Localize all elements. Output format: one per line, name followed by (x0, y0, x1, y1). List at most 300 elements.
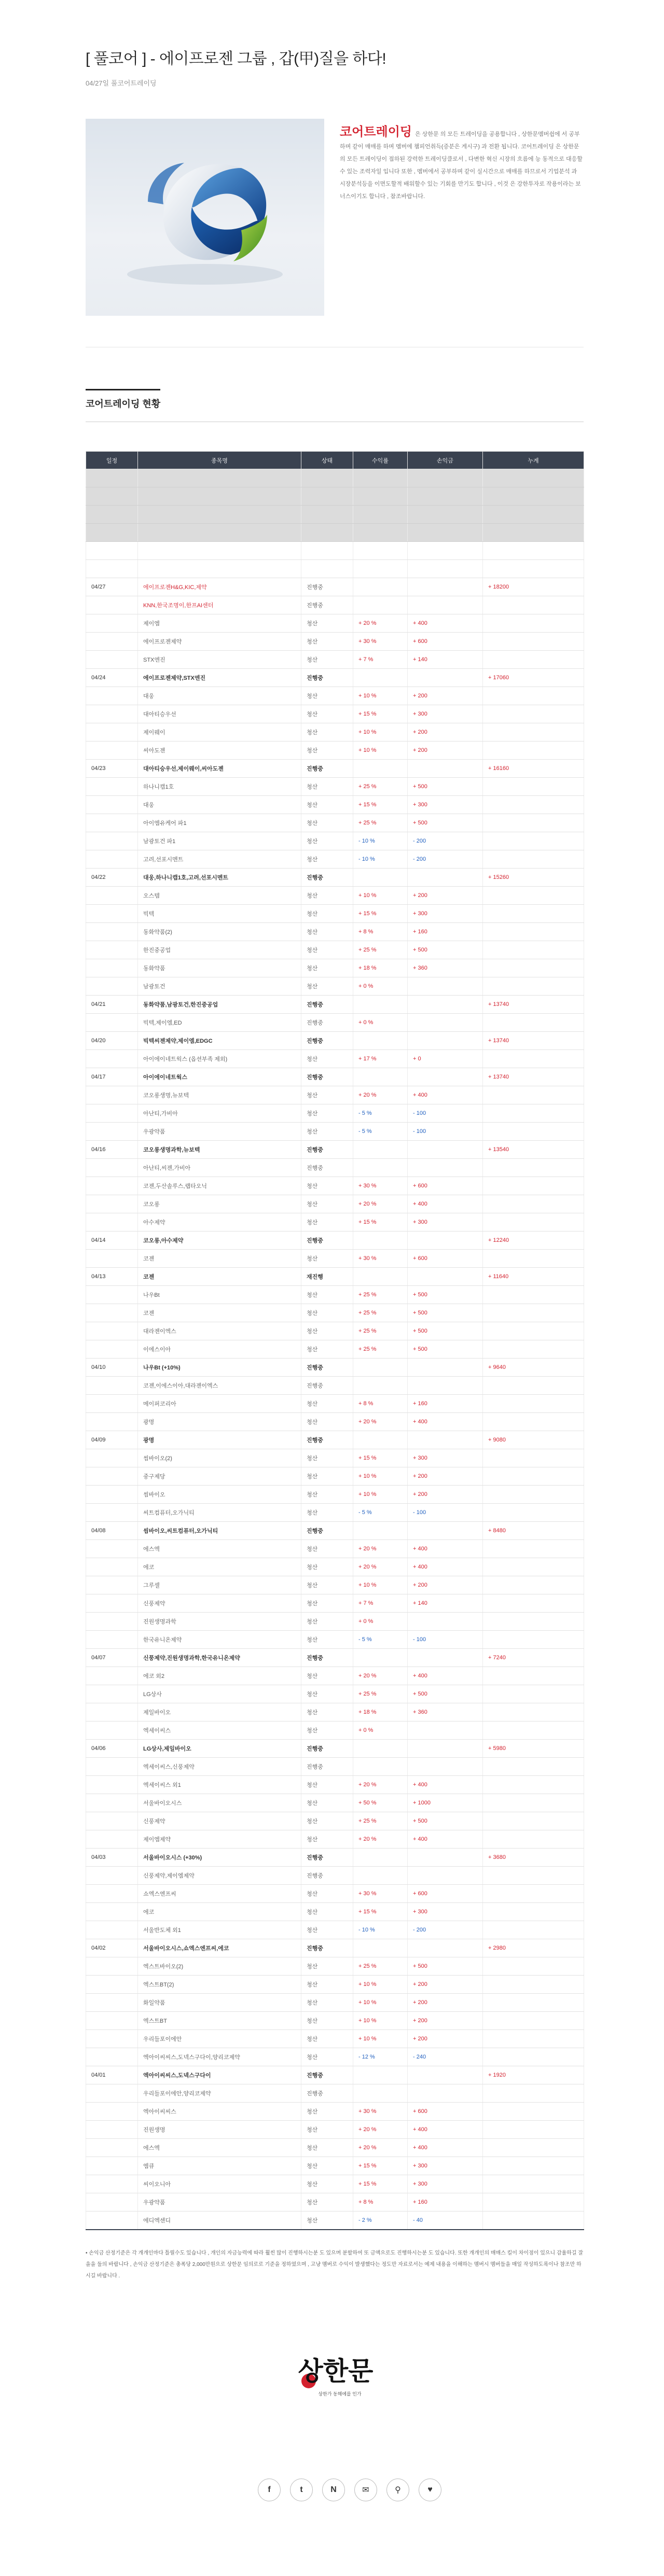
cell-stock: 하나니캡1호 (138, 778, 301, 796)
cell-date (86, 1014, 138, 1032)
cell-total: + 12240 (483, 1231, 584, 1250)
cell-stock: 이에스이아 (138, 1340, 301, 1359)
cell-status: 청산 (301, 1250, 353, 1268)
cell-date: 04/06 (86, 1740, 138, 1758)
cell-pnl (408, 1032, 483, 1050)
table-cell (483, 469, 584, 487)
cell-return: - 10 % (353, 850, 408, 869)
cell-date (86, 2175, 138, 2193)
cell-stock: 대라젠이엑스 (138, 1322, 301, 1340)
cell-return (353, 1431, 408, 1449)
cell-date: 04/09 (86, 1431, 138, 1449)
cell-status: 청산 (301, 1885, 353, 1903)
cell-total: + 9640 (483, 1359, 584, 1377)
cell-stock: 씸바이오(2) (138, 1449, 301, 1467)
footer-logo[interactable] (293, 2340, 376, 2407)
cell-status: 진행중 (301, 596, 353, 614)
like-share-button[interactable] (419, 2479, 441, 2501)
cell-date (86, 1721, 138, 1740)
cell-date (86, 941, 138, 959)
cell-status: 청산 (301, 1195, 353, 1213)
cell-total (483, 1976, 584, 1994)
cell-total (483, 1250, 584, 1268)
table-row (86, 1449, 584, 1467)
cell-pnl: - 100 (408, 1104, 483, 1123)
cell-total (483, 2211, 584, 2230)
table-row (86, 1794, 584, 1812)
table-cell (408, 487, 483, 506)
cell-status: 진행중 (301, 1740, 353, 1758)
cell-pnl (408, 596, 483, 614)
table-row (86, 1594, 584, 1613)
cell-total (483, 1685, 584, 1703)
cell-pnl: + 600 (408, 1885, 483, 1903)
cell-status: 청산 (301, 796, 353, 814)
cell-stock: 씸바이오,씨트컴퓨터,오가닉티 (138, 1522, 301, 1540)
table-row (86, 1413, 584, 1431)
cell-total (483, 1322, 584, 1340)
cell-stock: 엑세이씨스 (138, 1721, 301, 1740)
table-row (86, 1976, 584, 1994)
cell-stock: 코오롱,아수제약 (138, 1231, 301, 1250)
cell-status: 청산 (301, 1631, 353, 1649)
table-cell (353, 560, 408, 578)
cell-total (483, 1812, 584, 1830)
cell-pnl (408, 1359, 483, 1377)
cell-pnl: + 500 (408, 1812, 483, 1830)
cell-return (353, 1649, 408, 1667)
cell-status: 청산 (301, 1395, 353, 1413)
cell-pnl (408, 1068, 483, 1086)
cell-stock: 우광약품 (138, 2193, 301, 2211)
cell-pnl (408, 1740, 483, 1758)
cell-total (483, 977, 584, 996)
table-row (86, 1631, 584, 1649)
cell-total (483, 1631, 584, 1649)
cell-status: 청산 (301, 1685, 353, 1703)
cell-date (86, 1177, 138, 1195)
table-cell (301, 524, 353, 542)
table-row (86, 1304, 584, 1322)
header-stock: 종목명 (138, 452, 301, 469)
cell-return: + 20 % (353, 1667, 408, 1685)
cell-return: + 15 % (353, 796, 408, 814)
cell-stock: 코젠,두산솔루스,랩타오닉 (138, 1177, 301, 1195)
twitter-share-button[interactable] (290, 2479, 313, 2501)
cell-date (86, 923, 138, 941)
cell-return: + 10 % (353, 1576, 408, 1594)
table-cell (483, 524, 584, 542)
cell-return: + 0 % (353, 977, 408, 996)
cell-total (483, 1867, 584, 1885)
cell-pnl: + 200 (408, 1467, 483, 1486)
cell-pnl (408, 869, 483, 887)
mail-share-button[interactable] (354, 2479, 377, 2501)
table-row (86, 1359, 584, 1377)
cell-pnl: + 400 (408, 2121, 483, 2139)
table-row (86, 905, 584, 923)
cell-total (483, 1613, 584, 1631)
cell-status: 진행중 (301, 2084, 353, 2103)
cell-date (86, 905, 138, 923)
cell-status: 청산 (301, 1776, 353, 1794)
brand-name: 코어트레이딩 (340, 125, 412, 139)
cell-return: + 20 % (353, 1558, 408, 1576)
cell-stock: 엑아이씨씨스,도넥스구다이 (138, 2066, 301, 2084)
cell-status: 청산 (301, 2211, 353, 2230)
cell-total (483, 596, 584, 614)
table-cell (408, 542, 483, 560)
cell-pnl: + 300 (408, 1449, 483, 1467)
cell-status: 진행중 (301, 1431, 353, 1449)
cell-pnl (408, 1721, 483, 1740)
cell-total (483, 1758, 584, 1776)
table-row (86, 850, 584, 869)
naver-share-button[interactable] (322, 2479, 345, 2501)
cell-total (483, 2175, 584, 2193)
table-row (86, 1867, 584, 1885)
cell-total (483, 1921, 584, 1939)
cell-return: + 20 % (353, 1413, 408, 1431)
cell-status: 청산 (301, 941, 353, 959)
cell-return: + 20 % (353, 1086, 408, 1104)
cell-date (86, 1377, 138, 1395)
table-cell (483, 506, 584, 524)
cell-stock: 제이엠제약 (138, 1830, 301, 1849)
cell-date (86, 2012, 138, 2030)
cell-total (483, 614, 584, 633)
cell-stock: 제이엠 (138, 614, 301, 633)
table-blank-row (86, 487, 584, 506)
cell-stock: 광명 (138, 1413, 301, 1431)
cell-status: 청산 (301, 1413, 353, 1431)
cell-return (353, 2084, 408, 2103)
table-row (86, 1758, 584, 1776)
cell-return: + 10 % (353, 1467, 408, 1486)
cell-pnl: + 140 (408, 651, 483, 669)
cell-date (86, 1050, 138, 1068)
cell-total: + 8480 (483, 1522, 584, 1540)
cell-return (353, 1849, 408, 1867)
cell-date (86, 887, 138, 905)
cell-stock: 에스엑 (138, 2139, 301, 2157)
cell-date: 04/02 (86, 1939, 138, 1957)
cell-total (483, 1794, 584, 1812)
cell-return (353, 2066, 408, 2084)
cell-return: + 10 % (353, 2030, 408, 2048)
cell-date (86, 614, 138, 633)
table-row (86, 2211, 584, 2230)
cell-stock: 코젠,이에스이아,대라젠이엑스 (138, 1377, 301, 1395)
cell-return: + 15 % (353, 905, 408, 923)
cell-stock: 에이프로젠제약 (138, 633, 301, 651)
cell-date (86, 1830, 138, 1849)
cell-total: + 17060 (483, 669, 584, 687)
table-cell (353, 487, 408, 506)
cell-pnl (408, 1649, 483, 1667)
cell-total (483, 1594, 584, 1613)
cell-status: 청산 (301, 887, 353, 905)
link-icon: ⚲ (395, 2486, 401, 2495)
cell-return (353, 596, 408, 614)
cell-pnl: + 300 (408, 2157, 483, 2175)
cell-date (86, 633, 138, 651)
cell-status: 진행중 (301, 2066, 353, 2084)
cell-pnl: + 400 (408, 1558, 483, 1576)
table-blank-row (86, 469, 584, 487)
cell-date (86, 814, 138, 832)
table-row (86, 1177, 584, 1195)
table-cell (408, 524, 483, 542)
cell-pnl: + 500 (408, 1685, 483, 1703)
cell-total: + 13740 (483, 1032, 584, 1050)
cell-return (353, 869, 408, 887)
cell-pnl (408, 1014, 483, 1032)
cell-stock: 엑스트바이오(2) (138, 1957, 301, 1976)
cell-pnl: - 100 (408, 1123, 483, 1141)
table-blank-row (86, 506, 584, 524)
cell-total (483, 2103, 584, 2121)
cell-pnl: + 400 (408, 1667, 483, 1685)
table-cell (301, 560, 353, 578)
post-subtitle: 04/27일 풀코어트레이딩 (86, 79, 157, 87)
cell-status: 진행중 (301, 1231, 353, 1250)
cell-stock: 빅텍 (138, 905, 301, 923)
table-cell (86, 469, 138, 487)
cell-status: 청산 (301, 2048, 353, 2066)
table-row (86, 2157, 584, 2175)
cell-date (86, 1594, 138, 1613)
cell-date (86, 1885, 138, 1903)
cell-total (483, 2012, 584, 2030)
cell-status: 청산 (301, 2030, 353, 2048)
mail-icon: ✉ (362, 2486, 369, 2495)
cell-return: + 15 % (353, 1903, 408, 1921)
cell-stock: 코오롱생명,뉴보텍 (138, 1086, 301, 1104)
cell-pnl: + 300 (408, 1213, 483, 1231)
cell-stock: 대웅 (138, 687, 301, 705)
cell-total (483, 1195, 584, 1213)
cell-status: 진행중 (301, 869, 353, 887)
cell-date (86, 1703, 138, 1721)
cell-total (483, 814, 584, 832)
table-cell (483, 560, 584, 578)
cell-total (483, 2048, 584, 2066)
cell-date (86, 596, 138, 614)
cell-total: + 18200 (483, 578, 584, 596)
cell-stock: 에이프로젠H&G,KIC,제약 (138, 578, 301, 596)
cell-date: 04/23 (86, 760, 138, 778)
cell-pnl: + 200 (408, 723, 483, 741)
table-row (86, 1467, 584, 1486)
cell-status: 청산 (301, 905, 353, 923)
intro-text (340, 119, 584, 316)
cell-stock: 빅텍씨젠제약,제이엠,EDGC (138, 1032, 301, 1050)
cell-total (483, 1576, 584, 1594)
cell-pnl (408, 1849, 483, 1867)
cell-return (353, 1522, 408, 1540)
cell-status: 청산 (301, 1123, 353, 1141)
table-cell (408, 560, 483, 578)
cell-pnl: + 400 (408, 614, 483, 633)
cell-pnl (408, 760, 483, 778)
cell-status: 청산 (301, 2103, 353, 2121)
cell-pnl: + 300 (408, 1903, 483, 1921)
cell-total (483, 923, 584, 941)
cell-total (483, 2139, 584, 2157)
cell-return: + 10 % (353, 1976, 408, 1994)
cell-status: 청산 (301, 2157, 353, 2175)
cell-total (483, 1703, 584, 1721)
cell-pnl (408, 1613, 483, 1631)
table-cell (86, 506, 138, 524)
cell-return: + 10 % (353, 723, 408, 741)
cell-stock: 씸바이오 (138, 1486, 301, 1504)
cell-pnl: + 400 (408, 2139, 483, 2157)
cell-date (86, 1504, 138, 1522)
cell-total (483, 1377, 584, 1395)
cell-total (483, 1994, 584, 2012)
table-blank-row (86, 524, 584, 542)
table-row (86, 1250, 584, 1268)
facebook-share-button[interactable] (258, 2479, 281, 2501)
cell-stock: 코젠 (138, 1268, 301, 1286)
cell-status: 진행중 (301, 1939, 353, 1957)
cell-pnl: + 200 (408, 1994, 483, 2012)
cell-total (483, 723, 584, 741)
cell-date (86, 1685, 138, 1703)
cell-pnl: - 100 (408, 1504, 483, 1522)
cell-total (483, 1104, 584, 1123)
cell-total (483, 1957, 584, 1976)
cell-date: 04/07 (86, 1649, 138, 1667)
cell-date: 04/17 (86, 1068, 138, 1086)
table-row (86, 1141, 584, 1159)
cell-date: 04/27 (86, 578, 138, 596)
cell-return: + 25 % (353, 814, 408, 832)
cell-pnl: + 500 (408, 941, 483, 959)
cell-stock: KNN,한국조명이,한프AI센터 (138, 596, 301, 614)
cell-pnl (408, 1758, 483, 1776)
table-row (86, 1522, 584, 1540)
cell-stock: 에디엑센디 (138, 2211, 301, 2230)
table-row (86, 1159, 584, 1177)
cell-status: 청산 (301, 2193, 353, 2211)
cell-stock: 엑아이씨씨스,도넥스구다이,양리코제약 (138, 2048, 301, 2066)
cell-pnl: + 500 (408, 1304, 483, 1322)
cell-stock: 대아티승우선 (138, 705, 301, 723)
cell-return (353, 1032, 408, 1050)
table-row (86, 1957, 584, 1976)
cell-status: 청산 (301, 1576, 353, 1594)
cell-stock: 신풍제약,제이엠제약 (138, 1867, 301, 1885)
cell-stock: 대아티승우선,제이웨이,씨아도젠 (138, 760, 301, 778)
cell-return: + 20 % (353, 1195, 408, 1213)
cell-date (86, 1540, 138, 1558)
table-cell (86, 542, 138, 560)
cell-return: + 30 % (353, 633, 408, 651)
cell-total: + 9080 (483, 1431, 584, 1449)
table-row (86, 1703, 584, 1721)
cell-date (86, 796, 138, 814)
cell-pnl: + 200 (408, 1486, 483, 1504)
cell-total: + 5980 (483, 1740, 584, 1758)
table-cell (138, 487, 301, 506)
table-row (86, 1721, 584, 1740)
table-row (86, 2030, 584, 2048)
cell-date (86, 1576, 138, 1594)
cell-pnl: + 500 (408, 778, 483, 796)
cell-return (353, 1740, 408, 1758)
cell-pnl: - 200 (408, 1921, 483, 1939)
cell-status: 청산 (301, 651, 353, 669)
link-share-button[interactable] (386, 2479, 409, 2501)
cell-pnl: + 400 (408, 1830, 483, 1849)
cell-stock: STX엔진 (138, 651, 301, 669)
cell-total (483, 1504, 584, 1522)
cell-pnl (408, 1431, 483, 1449)
cell-date (86, 1213, 138, 1231)
cell-return: - 12 % (353, 2048, 408, 2066)
cell-status: 청산 (301, 1286, 353, 1304)
cell-stock: 서울바이오시스,쇼엑스엔프씨,에코 (138, 1939, 301, 1957)
table-row (86, 1086, 584, 1104)
cell-date: 04/14 (86, 1231, 138, 1250)
section-title: 코어트레이딩 현황 (86, 389, 160, 410)
cell-date (86, 1776, 138, 1794)
cell-pnl: + 600 (408, 1177, 483, 1195)
cell-return (353, 996, 408, 1014)
cell-status: 청산 (301, 1486, 353, 1504)
cell-stock: 코젠 (138, 1304, 301, 1322)
table-row (86, 1994, 584, 2012)
table-cell (138, 506, 301, 524)
cell-return: + 15 % (353, 2175, 408, 2193)
cell-date (86, 1286, 138, 1304)
table-row (86, 1740, 584, 1758)
cell-date (86, 1195, 138, 1213)
table-cell (353, 506, 408, 524)
cell-status: 청산 (301, 778, 353, 796)
table-row (86, 1068, 584, 1086)
cell-status: 청산 (301, 1467, 353, 1486)
cell-status: 청산 (301, 1177, 353, 1195)
cell-total: + 13740 (483, 1068, 584, 1086)
cell-stock: 진원생명 (138, 2121, 301, 2139)
cell-return: + 50 % (353, 1794, 408, 1812)
table-row (86, 1812, 584, 1830)
cell-return: + 30 % (353, 1250, 408, 1268)
cell-date (86, 850, 138, 869)
table-row (86, 1377, 584, 1395)
cell-total: + 3680 (483, 1849, 584, 1867)
cell-return: + 25 % (353, 1304, 408, 1322)
cell-return (353, 1268, 408, 1286)
cell-date (86, 2048, 138, 2066)
cell-total (483, 2157, 584, 2175)
cell-return (353, 1377, 408, 1395)
cell-stock: 아이엠유케어 파1 (138, 814, 301, 832)
cell-pnl (408, 1231, 483, 1250)
cell-pnl: + 160 (408, 2193, 483, 2211)
cell-date (86, 2157, 138, 2175)
cell-stock: 씨이오니아 (138, 2175, 301, 2193)
cell-status: 청산 (301, 814, 353, 832)
cell-status: 청산 (301, 959, 353, 977)
cell-date: 04/10 (86, 1359, 138, 1377)
cell-status: 진행중 (301, 578, 353, 596)
cell-pnl (408, 977, 483, 996)
